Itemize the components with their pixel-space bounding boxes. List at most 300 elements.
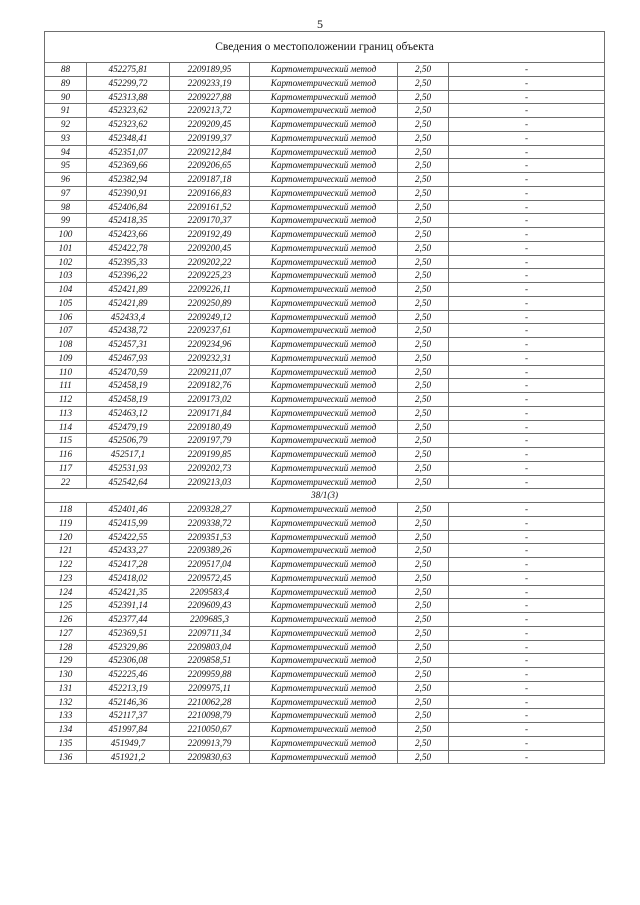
description-cell: - [449,255,605,269]
x-coordinate-cell: 452323,62 [87,118,170,132]
y-coordinate-cell: 2209225,23 [170,269,250,283]
table-row [45,296,605,310]
x-coordinate-cell: 452323,62 [87,104,170,118]
table-row [45,709,605,723]
table-row [45,338,605,352]
precision-cell: 2,50 [398,420,449,434]
table-row [45,420,605,434]
description-cell: - [449,324,605,338]
method-cell: Картометрический метод [250,90,398,104]
x-coordinate-cell: 452401,46 [87,503,170,517]
precision-cell: 2,50 [398,145,449,159]
description-cell: - [449,420,605,434]
table-row [45,145,605,159]
precision-cell: 2,50 [398,530,449,544]
x-coordinate-cell: 452506,79 [87,434,170,448]
point-number-cell: 110 [45,365,87,379]
precision-cell: 2,50 [398,228,449,242]
table-row [45,310,605,324]
description-cell: - [449,338,605,352]
precision-cell: 2,50 [398,283,449,297]
y-coordinate-cell: 2209199,85 [170,448,250,462]
x-coordinate-cell: 452422,78 [87,241,170,255]
subsection-row [45,489,605,503]
point-number-cell: 115 [45,434,87,448]
x-coordinate-cell: 452458,19 [87,379,170,393]
x-coordinate-cell: 452275,81 [87,63,170,77]
point-number-cell: 89 [45,76,87,90]
y-coordinate-cell: 2209202,22 [170,255,250,269]
method-cell: Картометрический метод [250,585,398,599]
method-cell: Картометрический метод [250,104,398,118]
precision-cell: 2,50 [398,90,449,104]
y-coordinate-cell: 2209830,63 [170,750,250,764]
y-coordinate-cell: 2209232,31 [170,351,250,365]
x-coordinate-cell: 452438,72 [87,324,170,338]
table-row [45,544,605,558]
description-cell: - [449,640,605,654]
precision-cell: 2,50 [398,516,449,530]
table-row [45,351,605,365]
description-cell: - [449,585,605,599]
method-cell: Картометрический метод [250,351,398,365]
table-row [45,599,605,613]
description-cell: - [449,461,605,475]
table-row [45,393,605,407]
x-coordinate-cell: 452213,19 [87,681,170,695]
x-coordinate-cell: 452423,66 [87,228,170,242]
description-cell: - [449,750,605,764]
x-coordinate-cell: 452369,51 [87,626,170,640]
y-coordinate-cell: 2209517,04 [170,558,250,572]
y-coordinate-cell: 2209234,96 [170,338,250,352]
y-coordinate-cell: 2209959,88 [170,668,250,682]
description-cell: - [449,654,605,668]
description-cell: - [449,269,605,283]
y-coordinate-cell: 2209161,52 [170,200,250,214]
x-coordinate-cell: 452463,12 [87,406,170,420]
x-coordinate-cell: 452433,4 [87,310,170,324]
point-number-cell: 114 [45,420,87,434]
y-coordinate-cell: 2209250,89 [170,296,250,310]
method-cell: Картометрический метод [250,310,398,324]
table-row [45,214,605,228]
method-cell: Картометрический метод [250,186,398,200]
precision-cell: 2,50 [398,351,449,365]
x-coordinate-cell: 452377,44 [87,613,170,627]
x-coordinate-cell: 451997,84 [87,723,170,737]
precision-cell: 2,50 [398,365,449,379]
x-coordinate-cell: 452225,46 [87,668,170,682]
precision-cell: 2,50 [398,681,449,695]
method-cell: Картометрический метод [250,173,398,187]
table-row [45,530,605,544]
x-coordinate-cell: 452418,35 [87,214,170,228]
point-number-cell: 111 [45,379,87,393]
precision-cell: 2,50 [398,186,449,200]
description-cell: - [449,131,605,145]
description-cell: - [449,503,605,517]
description-cell: - [449,200,605,214]
method-cell: Картометрический метод [250,200,398,214]
method-cell: Картометрический метод [250,338,398,352]
y-coordinate-cell: 2210062,28 [170,695,250,709]
precision-cell: 2,50 [398,750,449,764]
y-coordinate-cell: 2209975,11 [170,681,250,695]
method-cell: Картометрический метод [250,63,398,77]
table-row [45,269,605,283]
method-cell: Картометрический метод [250,503,398,517]
table-row [45,63,605,77]
precision-cell: 2,50 [398,200,449,214]
x-coordinate-cell: 452422,55 [87,530,170,544]
point-number-cell: 113 [45,406,87,420]
point-number-cell: 132 [45,695,87,709]
y-coordinate-cell: 2209170,37 [170,214,250,228]
description-cell: - [449,571,605,585]
point-number-cell: 22 [45,475,87,489]
x-coordinate-cell: 452458,19 [87,393,170,407]
method-cell: Картометрический метод [250,269,398,283]
precision-cell: 2,50 [398,269,449,283]
point-number-cell: 102 [45,255,87,269]
y-coordinate-cell: 2209211,07 [170,365,250,379]
method-cell: Картометрический метод [250,145,398,159]
table-row [45,228,605,242]
method-cell: Картометрический метод [250,296,398,310]
method-cell: Картометрический метод [250,255,398,269]
x-coordinate-cell: 452457,31 [87,338,170,352]
x-coordinate-cell: 452421,35 [87,585,170,599]
description-cell: - [449,599,605,613]
table-title-row [45,32,605,63]
point-number-cell: 127 [45,626,87,640]
method-cell: Картометрический метод [250,379,398,393]
point-number-cell: 126 [45,613,87,627]
y-coordinate-cell: 2209200,45 [170,241,250,255]
x-coordinate-cell: 452531,93 [87,461,170,475]
description-cell: - [449,406,605,420]
description-cell: - [449,530,605,544]
point-number-cell: 92 [45,118,87,132]
precision-cell: 2,50 [398,640,449,654]
table-row [45,681,605,695]
description-cell: - [449,723,605,737]
y-coordinate-cell: 2209711,34 [170,626,250,640]
precision-cell: 2,50 [398,558,449,572]
precision-cell: 2,50 [398,709,449,723]
y-coordinate-cell: 2209233,19 [170,76,250,90]
x-coordinate-cell: 451921,2 [87,750,170,764]
table-row [45,585,605,599]
point-number-cell: 122 [45,558,87,572]
table-row [45,118,605,132]
description-cell: - [449,695,605,709]
table-row [45,406,605,420]
table-row [45,640,605,654]
point-number-cell: 97 [45,186,87,200]
table-row [45,503,605,517]
method-cell: Картометрический метод [250,709,398,723]
y-coordinate-cell: 2209206,65 [170,159,250,173]
description-cell: - [449,709,605,723]
method-cell: Картометрический метод [250,599,398,613]
precision-cell: 2,50 [398,695,449,709]
method-cell: Картометрический метод [250,558,398,572]
method-cell: Картометрический метод [250,723,398,737]
method-cell: Картометрический метод [250,420,398,434]
y-coordinate-cell: 2209328,27 [170,503,250,517]
method-cell: Картометрический метод [250,159,398,173]
point-number-cell: 107 [45,324,87,338]
description-cell: - [449,63,605,77]
precision-cell: 2,50 [398,393,449,407]
table-row [45,654,605,668]
page-number: 5 [317,17,323,31]
description-cell: - [449,76,605,90]
description-cell: - [449,145,605,159]
method-cell: Картометрический метод [250,324,398,338]
method-cell: Картометрический метод [250,76,398,90]
precision-cell: 2,50 [398,668,449,682]
x-coordinate-cell: 452421,89 [87,296,170,310]
method-cell: Картометрический метод [250,283,398,297]
precision-cell: 2,50 [398,63,449,77]
precision-cell: 2,50 [398,131,449,145]
point-number-cell: 104 [45,283,87,297]
y-coordinate-cell: 2209173,02 [170,393,250,407]
point-number-cell: 99 [45,214,87,228]
x-coordinate-cell: 452146,36 [87,695,170,709]
method-cell: Картометрический метод [250,626,398,640]
description-cell: - [449,296,605,310]
method-cell: Картометрический метод [250,228,398,242]
table-row [45,90,605,104]
precision-cell: 2,50 [398,104,449,118]
y-coordinate-cell: 2209166,83 [170,186,250,200]
method-cell: Картометрический метод [250,654,398,668]
point-number-cell: 105 [45,296,87,310]
table-row [45,379,605,393]
y-coordinate-cell: 2209209,45 [170,118,250,132]
description-cell: - [449,310,605,324]
y-coordinate-cell: 2209213,72 [170,104,250,118]
method-cell: Картометрический метод [250,544,398,558]
method-cell: Картометрический метод [250,613,398,627]
description-cell: - [449,214,605,228]
method-cell: Картометрический метод [250,131,398,145]
precision-cell: 2,50 [398,159,449,173]
precision-cell: 2,50 [398,654,449,668]
method-cell: Картометрический метод [250,750,398,764]
x-coordinate-cell: 452542,64 [87,475,170,489]
description-cell: - [449,393,605,407]
precision-cell: 2,50 [398,255,449,269]
precision-cell: 2,50 [398,406,449,420]
method-cell: Картометрический метод [250,516,398,530]
y-coordinate-cell: 2209182,76 [170,379,250,393]
y-coordinate-cell: 2210098,79 [170,709,250,723]
x-coordinate-cell: 452418,02 [87,571,170,585]
precision-cell: 2,50 [398,118,449,132]
description-cell: - [449,283,605,297]
description-cell: - [449,558,605,572]
y-coordinate-cell: 2209351,53 [170,530,250,544]
point-number-cell: 106 [45,310,87,324]
description-cell: - [449,351,605,365]
precision-cell: 2,50 [398,571,449,585]
table-row [45,283,605,297]
x-coordinate-cell: 452517,1 [87,448,170,462]
precision-cell: 2,50 [398,296,449,310]
table-row [45,200,605,214]
point-number-cell: 109 [45,351,87,365]
method-cell: Картометрический метод [250,681,398,695]
point-number-cell: 93 [45,131,87,145]
x-coordinate-cell: 452415,99 [87,516,170,530]
x-coordinate-cell: 452351,07 [87,145,170,159]
method-cell: Картометрический метод [250,448,398,462]
method-cell: Картометрический метод [250,736,398,750]
table-row [45,186,605,200]
y-coordinate-cell: 2209213,03 [170,475,250,489]
method-cell: Картометрический метод [250,118,398,132]
point-number-cell: 133 [45,709,87,723]
point-number-cell: 88 [45,63,87,77]
table-row [45,104,605,118]
point-number-cell: 98 [45,200,87,214]
precision-cell: 2,50 [398,214,449,228]
description-cell: - [449,448,605,462]
point-number-cell: 94 [45,145,87,159]
point-number-cell: 136 [45,750,87,764]
y-coordinate-cell: 2210050,67 [170,723,250,737]
x-coordinate-cell: 452479,19 [87,420,170,434]
point-number-cell: 119 [45,516,87,530]
method-cell: Картометрический метод [250,393,398,407]
table-row [45,241,605,255]
table-row [45,461,605,475]
description-cell: - [449,379,605,393]
method-cell: Картометрический метод [250,461,398,475]
precision-cell: 2,50 [398,379,449,393]
point-number-cell: 91 [45,104,87,118]
precision-cell: 2,50 [398,461,449,475]
description-cell: - [449,90,605,104]
table-row [45,668,605,682]
point-number-cell: 100 [45,228,87,242]
description-cell: - [449,681,605,695]
table-row [45,365,605,379]
table-row [45,159,605,173]
description-cell: - [449,613,605,627]
x-coordinate-cell: 452390,91 [87,186,170,200]
description-cell: - [449,173,605,187]
point-number-cell: 112 [45,393,87,407]
point-number-cell: 116 [45,448,87,462]
description-cell: - [449,159,605,173]
point-number-cell: 124 [45,585,87,599]
precision-cell: 2,50 [398,76,449,90]
precision-cell: 2,50 [398,173,449,187]
x-coordinate-cell: 452467,93 [87,351,170,365]
y-coordinate-cell: 2209609,43 [170,599,250,613]
table-row [45,434,605,448]
method-cell: Картометрический метод [250,406,398,420]
x-coordinate-cell: 452417,28 [87,558,170,572]
x-coordinate-cell: 452299,72 [87,76,170,90]
y-coordinate-cell: 2209227,88 [170,90,250,104]
table-row [45,736,605,750]
table-row [45,571,605,585]
point-number-cell: 125 [45,599,87,613]
method-cell: Картометрический метод [250,434,398,448]
point-number-cell: 101 [45,241,87,255]
precision-cell: 2,50 [398,544,449,558]
precision-cell: 2,50 [398,723,449,737]
point-number-cell: 134 [45,723,87,737]
description-cell: - [449,118,605,132]
y-coordinate-cell: 2209858,51 [170,654,250,668]
coordinates-table [44,31,605,764]
y-coordinate-cell: 2209572,45 [170,571,250,585]
point-number-cell: 108 [45,338,87,352]
x-coordinate-cell: 452369,66 [87,159,170,173]
table-row [45,255,605,269]
precision-cell: 2,50 [398,585,449,599]
description-cell: - [449,241,605,255]
precision-cell: 2,50 [398,475,449,489]
table-row [45,516,605,530]
x-coordinate-cell: 452433,27 [87,544,170,558]
table-title: Сведения о местоположении границ объекта [45,32,605,63]
y-coordinate-cell: 2209803,04 [170,640,250,654]
y-coordinate-cell: 2209685,3 [170,613,250,627]
y-coordinate-cell: 2209226,11 [170,283,250,297]
x-coordinate-cell: 452313,88 [87,90,170,104]
precision-cell: 2,50 [398,626,449,640]
precision-cell: 2,50 [398,613,449,627]
y-coordinate-cell: 2209202,73 [170,461,250,475]
method-cell: Картометрический метод [250,475,398,489]
point-number-cell: 90 [45,90,87,104]
y-coordinate-cell: 2209338,72 [170,516,250,530]
method-cell: Картометрический метод [250,640,398,654]
precision-cell: 2,50 [398,434,449,448]
x-coordinate-cell: 452348,41 [87,131,170,145]
description-cell: - [449,104,605,118]
x-coordinate-cell: 452382,94 [87,173,170,187]
table-row [45,723,605,737]
method-cell: Картометрический метод [250,214,398,228]
point-number-cell: 131 [45,681,87,695]
y-coordinate-cell: 2209189,95 [170,63,250,77]
table-row [45,613,605,627]
point-number-cell: 120 [45,530,87,544]
description-cell: - [449,434,605,448]
method-cell: Картометрический метод [250,530,398,544]
method-cell: Картометрический метод [250,571,398,585]
y-coordinate-cell: 2209913,79 [170,736,250,750]
precision-cell: 2,50 [398,599,449,613]
x-coordinate-cell: 452406,84 [87,200,170,214]
point-number-cell: 117 [45,461,87,475]
description-cell: - [449,228,605,242]
table-row [45,76,605,90]
precision-cell: 2,50 [398,338,449,352]
y-coordinate-cell: 2209171,84 [170,406,250,420]
table-row [45,475,605,489]
